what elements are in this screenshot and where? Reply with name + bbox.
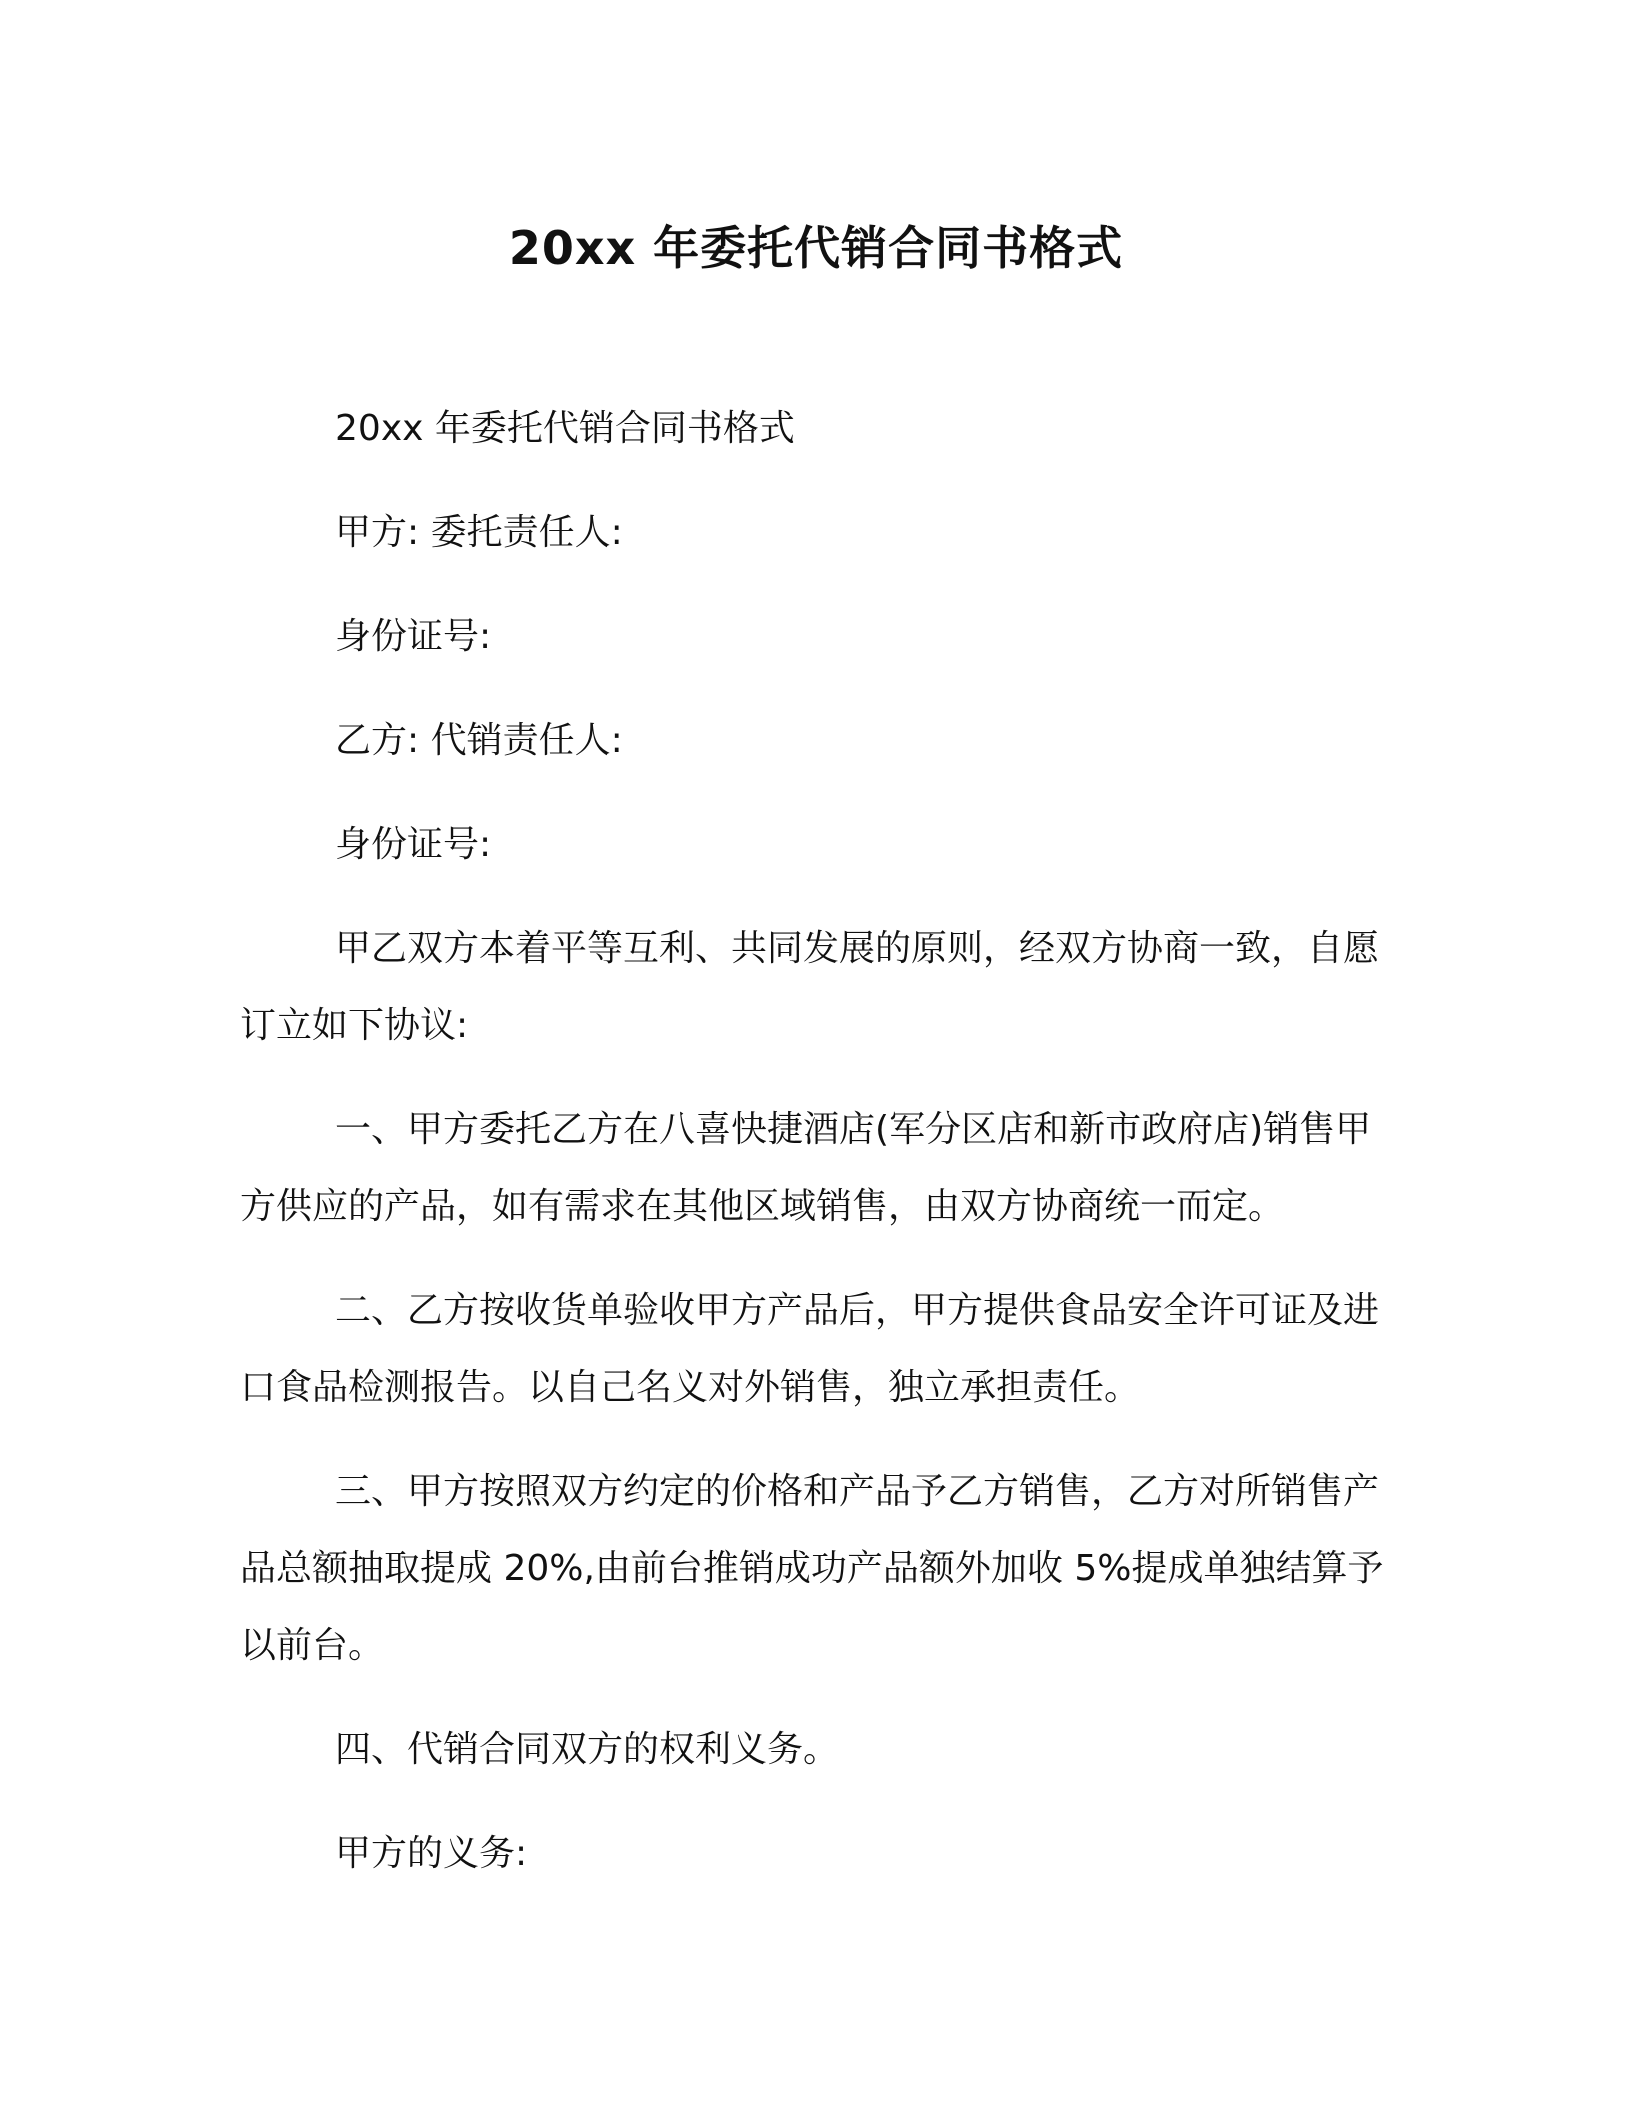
paragraph-party-a: 甲方: 委托责任人: — [335, 512, 623, 553]
paragraph-clause-1: 一、甲方委托乙方在八喜快捷酒店(军分区店和新市政府店)销售甲方供应的产品，如有需求在其他区域销售，由双方协商统一而定。 — [240, 1109, 1372, 1227]
paragraph-party-a-duties: 甲方的义务: — [335, 1833, 528, 1874]
paragraph-clause-4: 四、代销合同双方的权利义务。 — [335, 1729, 840, 1770]
paragraph-preamble: 甲乙双方本着平等互利、共同发展的原则，经双方协商一致，自愿订立如下协议: — [240, 928, 1380, 1046]
paragraph-clause-2: 二、乙方按收货单验收甲方产品后，甲方提供食品安全许可证及进口食品检测报告。以自己名义对外销售，独立承担责任。 — [240, 1290, 1380, 1408]
paragraph-clause-3: 三、甲方按照双方约定的价格和产品予乙方销售，乙方对所销售产品总额抽取提成 20%,由前台推销成功产品额外加收 5%提成单独结算予以前台。 — [240, 1471, 1384, 1666]
paragraph-party-a-id: 身份证号: — [335, 616, 492, 657]
document-title: 20xx 年委托代销合同书格式 — [508, 221, 1124, 275]
paragraph-subtitle: 20xx 年委托代销合同书格式 — [335, 408, 795, 449]
document-body — [240, 390, 1392, 1919]
paragraph-party-b: 乙方: 代销责任人: — [335, 720, 623, 761]
paragraph-party-b-id: 身份证号: — [335, 824, 492, 865]
